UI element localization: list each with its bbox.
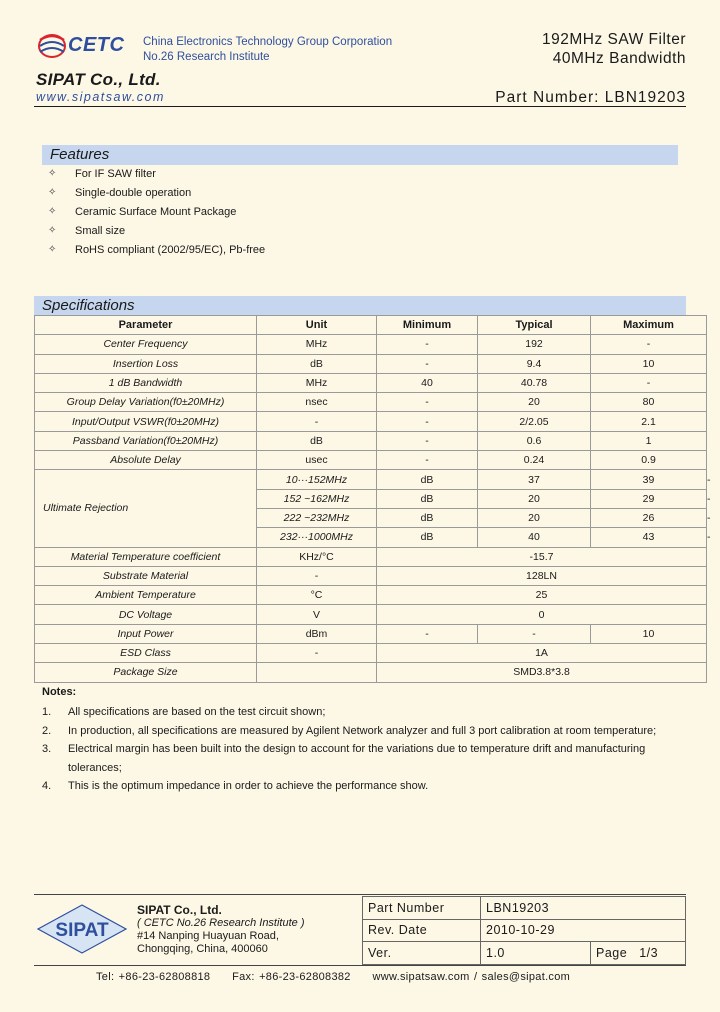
table-row: [35, 586, 707, 605]
product-title: 192MHz SAW Filter: [541, 31, 686, 48]
feature-text: RoHS compliant (2002/95/EC), Pb-free: [75, 244, 266, 256]
table-cell: 1: [591, 431, 707, 450]
diamond-bullet-icon: ✧: [48, 225, 57, 236]
column-header: Parameter: [35, 316, 257, 335]
table-cell: 20: [478, 393, 591, 412]
table-cell: -: [478, 624, 591, 643]
table-cell: 40: [377, 373, 478, 392]
parameter-name: Passband Variation(f0±20MHz): [35, 431, 257, 450]
note-number: 3.: [42, 743, 52, 755]
list-item: [42, 722, 682, 741]
table-row: Ultimate Rejection 10···152MHz dB 37 39 -: [35, 470, 707, 489]
version-value: 1.0: [481, 942, 591, 965]
table-cell: 128LN: [377, 566, 707, 585]
table-row: [35, 566, 707, 585]
table-cell: dB: [257, 354, 377, 373]
note-number: 4.: [42, 780, 52, 792]
footer-street: #14 Nanping Huayuan Road,: [137, 930, 279, 942]
list-item: [42, 740, 682, 777]
rejection-band: 152 ~162MHz: [257, 489, 377, 508]
table-cell: 0: [377, 605, 707, 624]
rev-date-label: Rev. Date: [363, 919, 481, 942]
table-cell: KHz/°C: [257, 547, 377, 566]
table-row: 232···1000MHz dB 40 43 -: [35, 528, 707, 547]
note-text: Electrical margin has been built into the design to account for the variations due to temperature drift and manufacturing tolerances;: [68, 743, 646, 774]
info-row: [363, 919, 686, 942]
diamond-bullet-icon: ✧: [48, 168, 57, 179]
company-name: SIPAT Co., Ltd.: [36, 70, 161, 89]
table-row: [35, 624, 707, 643]
sipat-logo-icon: [36, 903, 128, 955]
list-item: [48, 204, 265, 223]
note-number: 1.: [42, 706, 52, 718]
table-cell: -: [591, 373, 707, 392]
table-row: 222 ~232MHz dB 20 26 -: [35, 508, 707, 527]
cetc-logo-text: CETC: [68, 34, 125, 56]
list-item: [42, 703, 682, 722]
table-row: [35, 605, 707, 624]
table-cell: 10: [591, 624, 707, 643]
rejection-band: 232···1000MHz: [257, 528, 377, 547]
org-institute: No.26 Research Institute: [143, 51, 270, 63]
table-cell: -: [591, 335, 707, 354]
table-cell: 39: [591, 470, 707, 489]
table-cell: dB: [377, 489, 478, 508]
column-header: Typical: [478, 316, 591, 335]
table-cell: 2.1: [591, 412, 707, 431]
footer-contact: Tel: +86-23-62808818 Fax: +86-23-62808382 www.sipatsaw.com / sales@sipat.com: [96, 971, 571, 983]
table-row: [35, 663, 707, 682]
table-row: [35, 354, 707, 373]
org-name: China Electronics Technology Group Corporation: [143, 36, 393, 48]
table-cell: dB: [377, 508, 478, 527]
table-cell: [257, 663, 377, 682]
feature-text: Ceramic Surface Mount Package: [75, 206, 237, 218]
table-cell: 2/2.05: [478, 412, 591, 431]
note-text: This is the optimum impedance in order to achieve the performance show.: [68, 780, 429, 792]
part-number-value: LBN19203: [481, 897, 686, 920]
table-cell: 29: [591, 489, 707, 508]
features-list: [48, 166, 265, 261]
table-cell: usec: [257, 451, 377, 470]
table-cell: -: [377, 412, 478, 431]
company-website: www.sipatsaw.com: [36, 90, 165, 104]
info-row: [363, 942, 686, 965]
table-cell: MHz: [257, 335, 377, 354]
table-row: [35, 547, 707, 566]
list-item: [48, 185, 265, 204]
list-item: [48, 166, 265, 185]
table-cell: 40.78: [478, 373, 591, 392]
sipat-logo-text: SIPAT: [55, 920, 109, 941]
parameter-name: Insertion Loss: [35, 354, 257, 373]
table-cell: 0.9: [591, 451, 707, 470]
note-text: All specifications are based on the test circuit shown;: [68, 706, 326, 718]
page-label: Page: [596, 945, 628, 960]
note-text: In production, all specifications are measured by Agilent Network analyzer and full 3 port calibration at room temperature;: [68, 724, 657, 737]
rejection-band: 10···152MHz: [257, 470, 377, 489]
list-item: [48, 223, 265, 242]
column-header: Unit: [257, 316, 377, 335]
parameter-name: Package Size: [35, 663, 257, 682]
notes-section: [42, 686, 682, 796]
table-cell: 1A: [377, 644, 707, 663]
table-row: [35, 373, 707, 392]
diamond-bullet-icon: ✧: [48, 187, 57, 198]
part-number: Part Number: LBN19203: [495, 89, 686, 106]
diamond-bullet-icon: ✧: [48, 206, 57, 217]
table-cell: 80: [591, 393, 707, 412]
parameter-name: Input/Output VSWR(f0±20MHz): [35, 412, 257, 431]
rev-date-value: 2010-10-29: [481, 919, 686, 942]
table-cell: 20: [478, 489, 591, 508]
table-cell: dBm: [257, 624, 377, 643]
version-label: Ver.: [363, 942, 481, 965]
table-row: 152 ~162MHz dB 20 29 -: [35, 489, 707, 508]
specifications-table: [34, 315, 711, 683]
info-row: [363, 897, 686, 920]
table-cell: 0.6: [478, 431, 591, 450]
table-header-row: [35, 316, 707, 335]
header-divider: [34, 106, 686, 107]
list-item: [48, 242, 265, 261]
parameter-name: ESD Class: [35, 644, 257, 663]
table-cell: -: [257, 412, 377, 431]
table-cell: 25: [377, 586, 707, 605]
document-info-table: [362, 896, 686, 965]
part-number-label: Part Number: [363, 897, 481, 920]
table-row: [35, 393, 707, 412]
feature-text: For IF SAW filter: [75, 168, 156, 180]
table-row: [35, 431, 707, 450]
table-cell: 26: [591, 508, 707, 527]
table-cell: 20: [478, 508, 591, 527]
rejection-band: 222 ~232MHz: [257, 508, 377, 527]
footer-company: SIPAT Co., Ltd.: [137, 903, 222, 917]
table-cell: SMD3.8*3.8: [377, 663, 707, 682]
table-cell: 40: [478, 528, 591, 547]
parameter-name: DC Voltage: [35, 605, 257, 624]
product-bandwidth: 40MHz Bandwidth: [552, 50, 686, 67]
table-cell: -: [377, 354, 478, 373]
table-cell: MHz: [257, 373, 377, 392]
table-cell: -15.7: [377, 547, 707, 566]
table-cell: 0.24: [478, 451, 591, 470]
parameter-name: Absolute Delay: [35, 451, 257, 470]
parameter-name: Center Frequency: [35, 335, 257, 354]
table-cell: nsec: [257, 393, 377, 412]
table-row: [35, 412, 707, 431]
table-cell: -: [377, 335, 478, 354]
table-cell: -: [257, 644, 377, 663]
table-cell: °C: [257, 586, 377, 605]
features-heading: Features: [42, 145, 678, 165]
table-cell: V: [257, 605, 377, 624]
table-cell: -: [257, 566, 377, 585]
feature-text: Single-double operation: [75, 187, 192, 199]
specifications-heading: Specifications: [34, 296, 686, 316]
parameter-name: Material Temperature coefficient: [35, 547, 257, 566]
table-cell: -: [377, 393, 478, 412]
table-cell: dB: [377, 528, 478, 547]
list-item: [42, 777, 682, 796]
column-header: Minimum: [377, 316, 478, 335]
table-row: [35, 451, 707, 470]
table-cell: dB: [377, 470, 478, 489]
page-cell: [591, 942, 686, 965]
parameter-name: 1 dB Bandwidth: [35, 373, 257, 392]
table-row: [35, 335, 707, 354]
footer-institute: ( CETC No.26 Research Institute ): [137, 917, 305, 929]
table-cell: -: [377, 451, 478, 470]
table-cell: 192: [478, 335, 591, 354]
table-cell: -: [377, 624, 478, 643]
parameter-name: Ambient Temperature: [35, 586, 257, 605]
table-row: [35, 644, 707, 663]
parameter-name: Input Power: [35, 624, 257, 643]
notes-title: Notes:: [42, 686, 77, 698]
table-cell: 37: [478, 470, 591, 489]
table-cell: 9.4: [478, 354, 591, 373]
diamond-bullet-icon: ✧: [48, 244, 57, 255]
footer-city: Chongqing, China, 400060: [137, 943, 268, 955]
note-number: 2.: [42, 724, 52, 737]
table-cell: 43: [591, 528, 707, 547]
table-cell: -: [377, 431, 478, 450]
feature-text: Small size: [75, 225, 126, 237]
parameter-name: Substrate Material: [35, 566, 257, 585]
table-cell: dB: [257, 431, 377, 450]
column-header: Maximum: [591, 316, 707, 335]
parameter-name: Ultimate Rejection: [35, 470, 257, 547]
table-cell: 10: [591, 354, 707, 373]
page-value: 1/3: [639, 945, 659, 960]
parameter-name: Group Delay Variation(f0±20MHz): [35, 393, 257, 412]
